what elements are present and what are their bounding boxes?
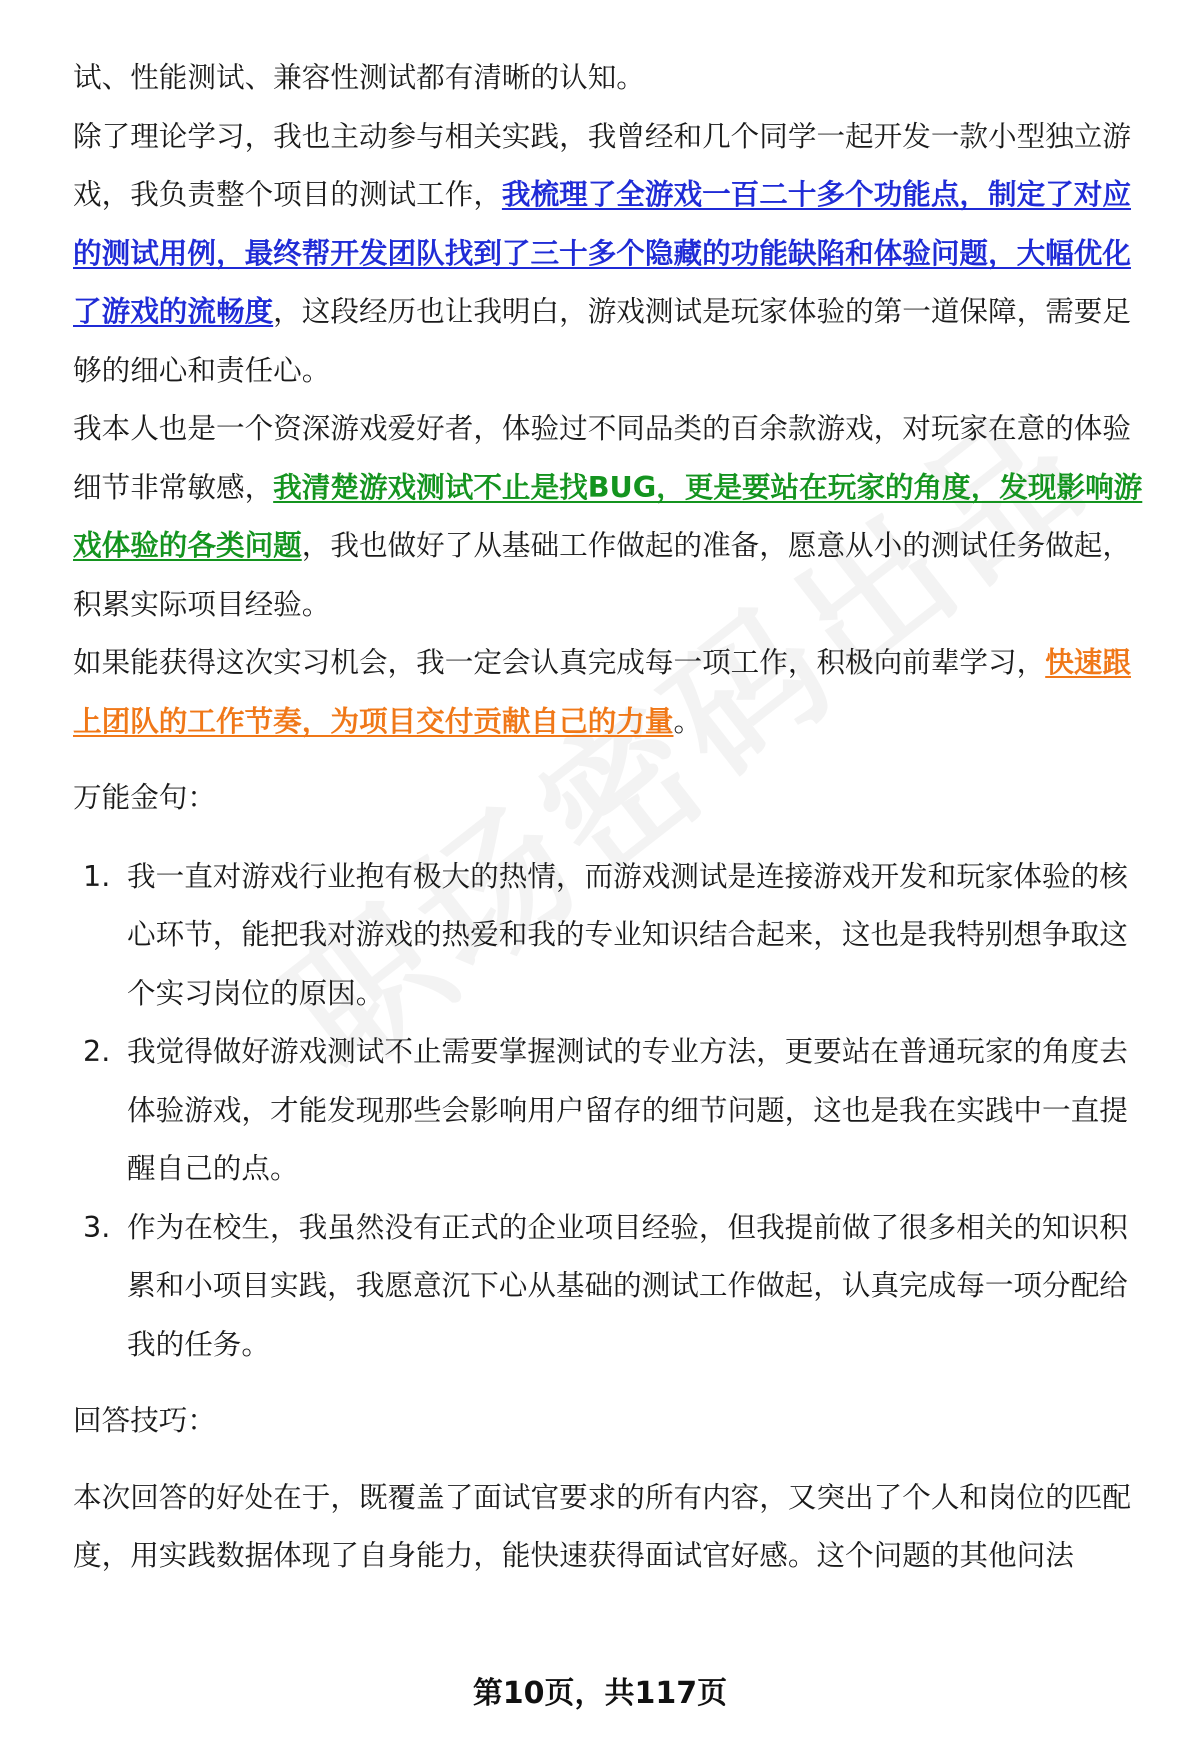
paragraph-continuation: 试、性能测试、兼容性测试都有清晰的认知。 [73, 60, 645, 94]
practice-text-start: 除了理论学习，我也主动参与相关实践，我曾经和几个同学一起开发一款小型独立游戏，我负责整个项目的测试工作， [73, 118, 1131, 211]
tips-heading: 回答技巧： [73, 1403, 216, 1437]
practice-highlight: 我梳理了全游戏一百二十多个功能点，制定了对应的测试用例，最终帮开发团队找到了三十多个隐藏的功能缺陷和体验问题，大幅优化了游戏的流畅度 [73, 177, 1131, 328]
paragraph-closing [73, 633, 1153, 750]
list-item [73, 847, 1153, 1023]
gamer-highlight: 我清楚游戏测试不止是找BUG，更是要站在玩家的角度，发现影响游戏体验的各类问题 [73, 469, 1143, 562]
list-text: 作为在校生，我虽然没有正式的企业项目经验，但我提前做了很多相关的知识积累和小项目实践，我愿意沉下心从基础的测试工作做起，认真完成每一项分配给我的任务。 [127, 1209, 1128, 1361]
document-body [73, 48, 1153, 1585]
gamer-text-end: ，我也做好了从基础工作做起的准备，愿意从小的测试任务做起，积累实际项目经验。 [73, 528, 1131, 621]
list-number: 3. [83, 1209, 111, 1244]
closing-highlight: 快速跟上团队的工作节奏，为项目交付贡献自己的力量 [73, 645, 1131, 738]
gamer-text-start: 我本人也是一个资深游戏爱好者，体验过不同品类的百余款游戏，对玩家在意的体验细节非常敏感， [73, 411, 1131, 504]
closing-text-start: 如果能获得这次实习机会，我一定会认真完成每一项工作，积极向前辈学习， [73, 645, 1046, 679]
golden-list [73, 847, 1153, 1374]
paragraph-practice [73, 107, 1153, 400]
list-text: 我一直对游戏行业抱有极大的热情，而游戏测试是连接游戏开发和玩家体验的核心环节，能把我对游戏的热爱和我的专业知识结合起来，这也是我特别想争取这个实习岗位的原因。 [127, 858, 1128, 1010]
closing-text-end: 。 [673, 703, 703, 738]
list-number: 2. [83, 1034, 111, 1068]
list-number: 1. [83, 858, 111, 893]
list-text: 我觉得做好游戏测试不止需要掌握测试的专业方法，更要站在普通玩家的角度去体验游戏，才能发现那些会影响用户留存的细节问题，这也是我在实践中一直提醒自己的点。 [127, 1034, 1128, 1185]
practice-text-end: ，这段经历也让我明白，游戏测试是玩家体验的第一道保障，需要足够的细心和责任心。 [73, 294, 1131, 387]
list-item [73, 1198, 1153, 1374]
golden-heading: 万能金句： [73, 780, 216, 814]
list-item [73, 1022, 1153, 1198]
tips-paragraph: 本次回答的好处在于，既覆盖了面试官要求的所有内容，又突出了个人和岗位的匹配度，用实践数据体现了自身能力，能快速获得面试官好感。这个问题的其他问法 [73, 1479, 1131, 1572]
page-number: 第10页，共117页 [472, 1676, 728, 1711]
paragraph-gamer [73, 399, 1153, 633]
